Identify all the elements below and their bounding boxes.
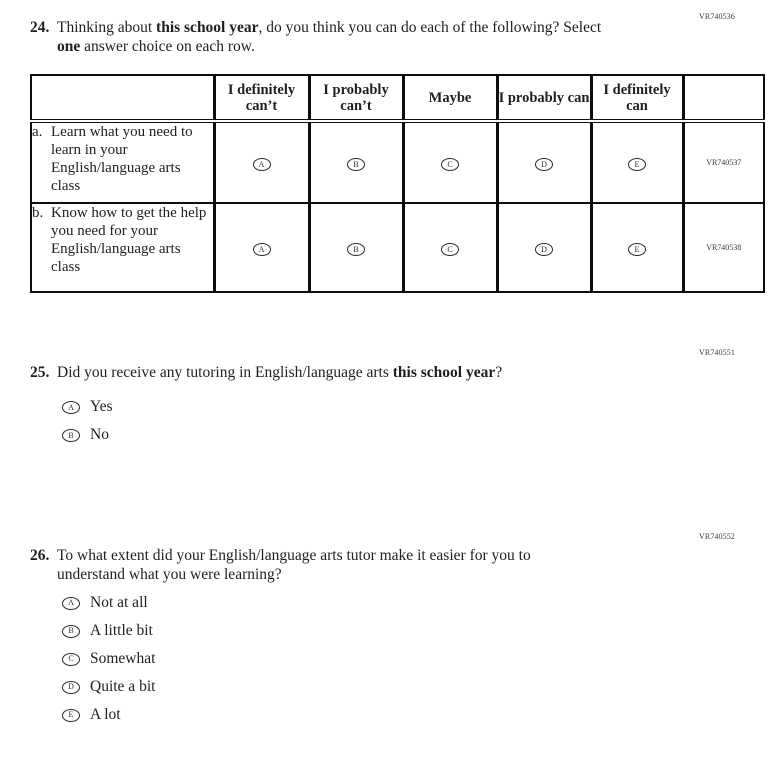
row-a-cell-probably-cant — [309, 121, 403, 203]
q26-option-a-lot-label: A lot — [90, 705, 121, 723]
table-header-row — [31, 75, 764, 121]
table-header-code-column — [683, 75, 764, 121]
row-b-cell-maybe — [403, 203, 497, 292]
row-a-prefix: a. — [32, 124, 43, 140]
table-header-probably-can: I probably can — [497, 75, 591, 121]
row-b-statement — [31, 203, 214, 292]
row-b-cell-definitely-cant — [214, 203, 309, 292]
q26-option-quite-a-bit-label: Quite a bit — [90, 677, 156, 695]
row-b-bubble-a[interactable]: A — [253, 243, 271, 256]
q25-option-yes-label: Yes — [90, 398, 113, 416]
row-a-cell-probably-can — [497, 121, 591, 203]
row-b-bubble-c[interactable]: C — [441, 243, 459, 256]
q25-option-yes-bubble[interactable]: A — [62, 401, 80, 414]
table-header-definitely-can: I definitely can — [591, 75, 683, 121]
question-24 — [30, 19, 680, 56]
q26-option-a-little-bit-bubble[interactable]: B — [62, 625, 80, 638]
question-26-options — [57, 593, 710, 723]
q25-option-no-bubble[interactable]: B — [62, 429, 80, 442]
row-a-bubble-b[interactable]: B — [347, 158, 365, 171]
table-header-definitely-cant: I definitely can’t — [214, 75, 309, 121]
row-b-cell-probably-can — [497, 203, 591, 292]
question-25-number: 25. — [30, 364, 50, 381]
question-24-text: Thinking about this school year, do you think you can do each of the following? Select one answer choice on each row. — [57, 19, 602, 55]
row-b-bubble-e[interactable]: E — [628, 243, 646, 256]
q25-option-yes — [62, 398, 710, 416]
row-a-cell-definitely-cant — [214, 121, 309, 203]
q25-option-no — [62, 426, 710, 444]
question-26 — [30, 547, 710, 736]
question-26-number: 26. — [30, 547, 50, 564]
question-24-number: 24. — [30, 19, 50, 36]
q26-option-not-at-all-label: Not at all — [90, 593, 148, 611]
q26-option-not-at-all-bubble[interactable]: A — [62, 597, 80, 610]
row-a-label: Learn what you need to learn in your English/language arts class — [51, 124, 193, 194]
row-b-cell-probably-cant — [309, 203, 403, 292]
q26-option-somewhat — [62, 649, 710, 667]
row-b-bubble-d[interactable]: D — [535, 243, 553, 256]
q26-option-somewhat-bubble[interactable]: C — [62, 653, 80, 666]
table-row-b — [31, 203, 764, 292]
q26-option-a-lot-bubble[interactable]: E — [62, 709, 80, 722]
row-b-bubble-b[interactable]: B — [347, 243, 365, 256]
q26-option-a-little-bit-label: A little bit — [90, 621, 153, 639]
q26-option-a-little-bit — [62, 621, 710, 639]
q26-option-quite-a-bit-bubble[interactable]: D — [62, 681, 80, 694]
row-a-cell-definitely-can — [591, 121, 683, 203]
question-25-text: Did you receive any tutoring in English/language arts this school year? — [57, 364, 503, 381]
row-b-prefix: b. — [32, 205, 44, 221]
table-header-maybe: Maybe — [403, 75, 497, 121]
row-a-cell-maybe — [403, 121, 497, 203]
table-row-a — [31, 121, 764, 203]
q25-option-no-label: No — [90, 426, 109, 444]
question-25-options — [57, 398, 710, 444]
question-25 — [30, 364, 710, 457]
row-a-bubble-a[interactable]: A — [253, 158, 271, 171]
row-a-bubble-d[interactable]: D — [535, 158, 553, 171]
row-a-bubble-c[interactable]: C — [441, 158, 459, 171]
q26-option-somewhat-label: Somewhat — [90, 649, 156, 667]
table-header-stub — [31, 75, 214, 121]
q26-option-a-lot — [62, 705, 710, 723]
row-a-statement — [31, 121, 214, 203]
row-b-label: Know how to get the help you need for your English/language arts class — [51, 205, 207, 275]
row-b-vr-code: VR740538 — [683, 203, 764, 292]
vr-code-q24: VR740536 — [699, 12, 735, 21]
row-a-bubble-e[interactable]: E — [628, 158, 646, 171]
question-24-response-table — [30, 74, 765, 293]
table-header-probably-cant: I probably can’t — [309, 75, 403, 121]
q26-option-not-at-all — [62, 593, 710, 611]
row-b-cell-definitely-can — [591, 203, 683, 292]
q26-option-quite-a-bit — [62, 677, 710, 695]
row-a-vr-code: VR740537 — [683, 121, 764, 203]
question-26-text: To what extent did your English/language arts tutor make it easier for you to understand what you were learning? — [57, 547, 531, 583]
vr-code-q25: VR740551 — [699, 348, 735, 357]
vr-code-q26: VR740552 — [699, 532, 735, 541]
